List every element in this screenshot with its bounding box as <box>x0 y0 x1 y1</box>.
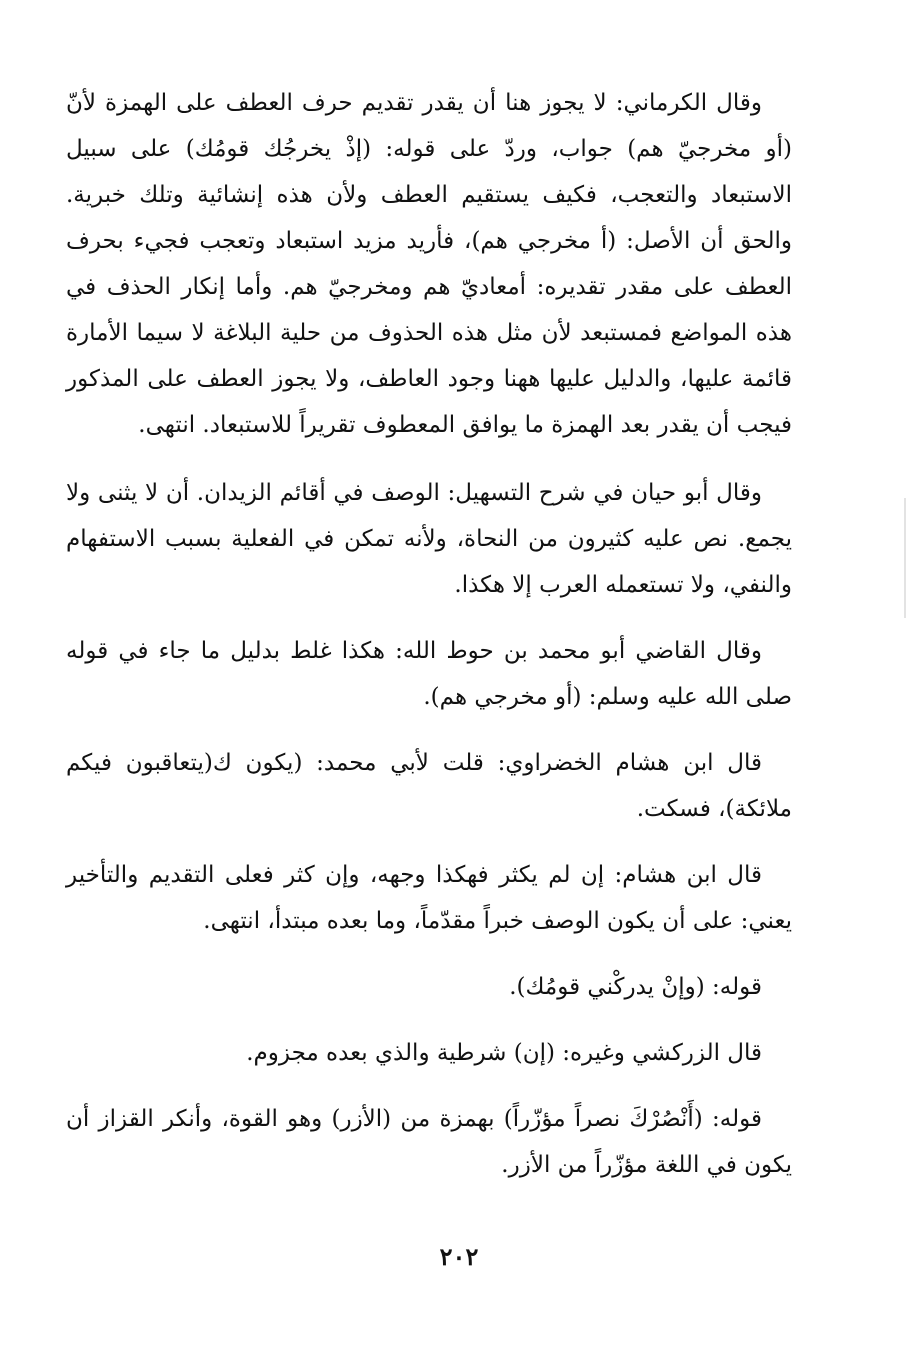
margin-line <box>904 498 906 618</box>
paragraph-ibn-hisham: قال ابن هشام: إن لم يكثر فهكذا وجهه، وإن كثر فعلى التقديم والتأخير يعني: على أن يكون الوصف خبراً مقدّماً، وما بعده مبتدأ، انتهى. <box>66 862 792 934</box>
body-text <box>66 80 792 1208</box>
paragraph-qadi-abu-muhammad: وقال القاضي أبو محمد بن حوط الله: هكذا غلط بدليل ما جاء في قوله صلى الله عليه وسلم: (أو مخرجي هم). <box>66 638 792 710</box>
paragraph-ibn-hisham-khadrawi: قال ابن هشام الخضراوي: قلت لأبي محمد: (يكون ك(يتعاقبون فيكم ملائكة)، فسكت. <box>66 750 792 822</box>
paragraph-kirmani: وقال الكرماني: لا يجوز هنا أن يقدر تقديم حرف العطف على الهمزة لأنّ (أو مخرجيّ هم) جواب، وردّ على قوله: (إذْ يخرجُك قومُك) على سبيل الاستبعاد والتعجب، فكيف يستقيم العطف ولأن هذه إنشائية وتلك خبرية. والحق أن الأصل: (أ مخرجي هم)، فأريد مزيد استبعاد وتعجب فجيء بحرف العطف على مقدر تقديره: أمعاديّ هم ومخرجيّ هم. وأما إنكار الحذف في هذه المواضع فمستبعد لأن مثل هذه الحذوف من حلية البلاغة لا سيما الأمارة قائمة عليها، والدليل عليها ههنا وجود العاطف، ولا يجوز العطف على المذكور فيجب أن يقدر بعد الهمزة ما يوافق المعطوف تقريراً للاستبعاد. انتهى. <box>66 90 792 438</box>
paragraph-qawluhu-ansurka: قوله: (أَنْصُرْكَ نصراً مؤزّراً) بهمزة من (الأزر) وهو القوة، وأنكر القزاز أن يكون في اللغة مؤزّراً من الأزر. <box>66 1106 792 1178</box>
page-number: ٢٠٢ <box>439 1242 479 1271</box>
paragraph-zarkashi: قال الزركشي وغيره: (إن) شرطية والذي بعده مجزوم. <box>246 1040 762 1066</box>
paragraph-abu-hayyan: وقال أبو حيان في شرح التسهيل: الوصف في أقائم الزيدان. أن لا يثنى ولا يجمع. نص عليه كثيرون من النحاة، ولأنه تمكن في الفعلية بسبب الاستفهام والنفي، ولا تستعمله العرب إلا هكذا. <box>66 480 792 598</box>
paragraph-qawluhu-yudrikni: قوله: (وإنْ يدركْني قومُك). <box>509 974 762 1000</box>
